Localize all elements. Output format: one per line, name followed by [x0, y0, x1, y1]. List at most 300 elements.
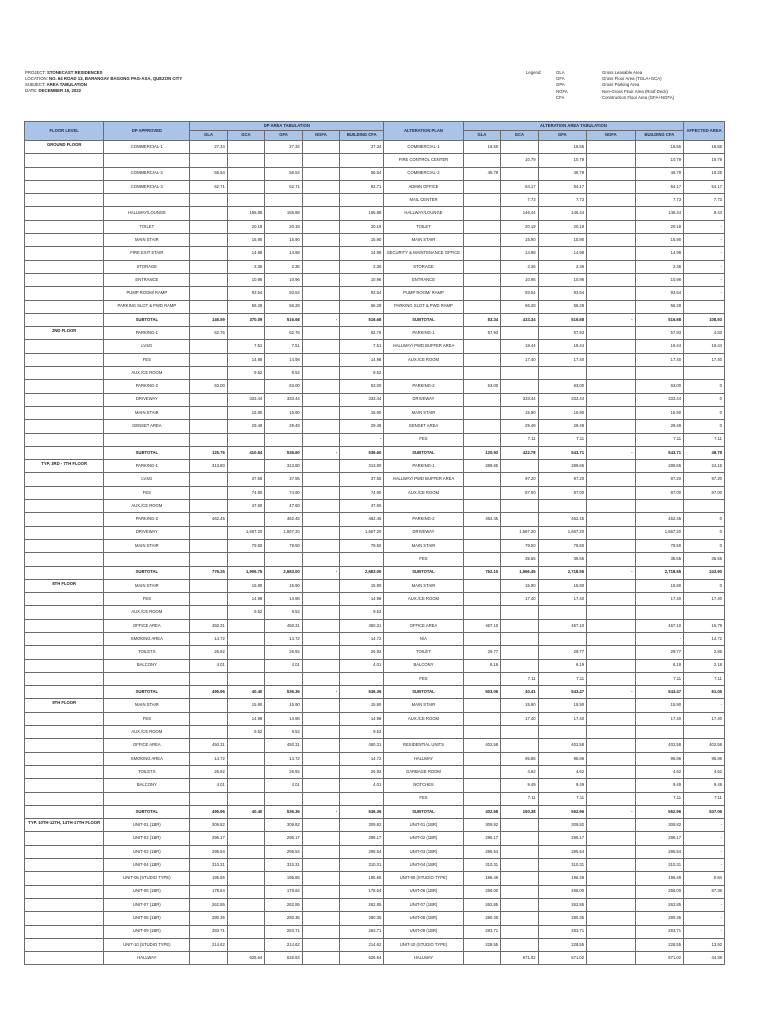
table-row	[25, 460, 725, 473]
dp-value-cell: 333.44	[265, 393, 302, 406]
alt-value-cell	[587, 287, 636, 300]
dp-value-cell	[265, 154, 302, 167]
dp-value-cell: 26.92	[265, 765, 302, 778]
alt-value-cell: 97.20	[538, 473, 587, 486]
alt-value-cell: 552.96	[635, 805, 684, 818]
alt-value-cell: 462.45	[463, 513, 500, 526]
alt-value-cell: 15.90	[501, 234, 538, 247]
alt-space-cell: UNIT-01 (1BR)	[384, 819, 463, 832]
dp-value-cell	[302, 406, 339, 419]
alt-value-cell	[587, 699, 636, 712]
alt-value-cell: 15.90	[635, 406, 684, 419]
floor-level-cell	[25, 287, 104, 300]
alt-value-cell	[587, 247, 636, 260]
dp-value-cell: 15.90	[227, 234, 264, 247]
alt-value-cell	[463, 792, 500, 805]
alt-value-cell: 283.71	[538, 925, 587, 938]
dp-value-cell: 313.80	[265, 460, 302, 473]
alt-value-cell: 29.77	[538, 646, 587, 659]
table-row	[25, 952, 725, 965]
alt-value-cell	[587, 500, 636, 513]
affected-area-cell	[684, 726, 725, 739]
dp-value-cell	[190, 473, 227, 486]
alt-value-cell: 310.31	[538, 859, 587, 872]
dp-value-cell	[190, 300, 227, 313]
alt-value-cell	[587, 327, 636, 340]
alt-space-cell: HALLWAY	[384, 952, 463, 965]
table-row	[25, 234, 725, 247]
dp-value-cell	[302, 433, 339, 446]
affected-area-cell: 0	[684, 393, 725, 406]
dp-value-cell: 1,906.75	[227, 566, 264, 579]
dp-space-cell: MAIN STAIR	[104, 539, 190, 552]
dp-value-cell: 37.55	[340, 473, 384, 486]
alt-value-cell: 10.96	[538, 273, 587, 286]
floor-level-cell	[25, 752, 104, 765]
affected-area-cell: 0	[684, 420, 725, 433]
dp-value-cell: 280.35	[340, 912, 384, 925]
alt-value-cell: 503.06	[463, 686, 500, 699]
alt-value-cell: 296.17	[538, 832, 587, 845]
dp-value-cell: 9.52	[227, 606, 264, 619]
affected-area-cell: 17.40	[684, 712, 725, 725]
dp-value-cell	[227, 832, 264, 845]
dp-value-cell: 10.96	[227, 273, 264, 286]
dp-value-cell	[190, 260, 227, 273]
alt-value-cell: 93.54	[635, 287, 684, 300]
alt-value-cell: 283.71	[635, 925, 684, 938]
table-row	[25, 340, 725, 353]
alt-value-cell: 752.10	[463, 566, 500, 579]
alt-space-cell: PARKING SLOT & PWD RAMP	[384, 300, 463, 313]
dp-value-cell	[302, 659, 339, 672]
alt-value-cell	[501, 832, 538, 845]
alt-value-cell: 2.36	[501, 260, 538, 273]
dp-value-cell: 63.00	[190, 380, 227, 393]
dp-space-cell: AUX./CE ROOM	[104, 500, 190, 513]
floor-level-cell	[25, 779, 104, 792]
alt-value-cell: 262.85	[538, 898, 587, 911]
dp-value-cell	[227, 925, 264, 938]
dp-space-cell: TOILET	[104, 220, 190, 233]
alt-value-cell: 309.82	[538, 819, 587, 832]
alt-value-cell: 14.98	[635, 247, 684, 260]
dp-space-cell: SMOKING AREA	[104, 632, 190, 645]
floor-level-cell	[25, 805, 104, 818]
dp-value-cell: 29.49	[265, 420, 302, 433]
table-row	[25, 938, 725, 951]
affected-area-cell: -	[684, 898, 725, 911]
dp-value-cell: 9.52	[340, 606, 384, 619]
dp-value-cell	[302, 885, 339, 898]
alt-value-cell: 280.35	[635, 912, 684, 925]
dp-value-cell	[302, 287, 339, 300]
alt-value-cell: 79.50	[538, 539, 587, 552]
dp-value-cell: 125.76	[190, 446, 227, 459]
table-row	[25, 819, 725, 832]
dp-value-cell: 9.52	[265, 367, 302, 380]
alt-space-cell	[384, 367, 463, 380]
alt-value-cell: 14.98	[501, 247, 538, 260]
affected-area-cell: 13.93	[684, 938, 725, 951]
alt-value-cell	[501, 726, 538, 739]
floor-level-cell: GROUND FLOOR	[25, 141, 104, 154]
floor-level-cell	[25, 220, 104, 233]
header-affected-area: AFFECTED AREA	[684, 122, 725, 141]
table-row	[25, 247, 725, 260]
alt-value-cell	[463, 726, 500, 739]
dp-value-cell: 63.00	[340, 380, 384, 393]
alt-value-cell	[587, 606, 636, 619]
alt-value-cell: 1,667.20	[501, 526, 538, 539]
dp-value-cell: 309.82	[340, 819, 384, 832]
project-line: PROJECT: STONECAST RESIDENCES	[25, 70, 103, 75]
alt-value-cell: 9.49	[635, 779, 684, 792]
floor-level-cell: 2ND FLOOR	[25, 327, 104, 340]
alt-value-cell	[501, 872, 538, 885]
dp-value-cell: 27.34	[265, 141, 302, 154]
alt-space-cell: SUBTOTAL	[384, 313, 463, 326]
floor-level-cell	[25, 446, 104, 459]
table-row	[25, 167, 725, 180]
alt-value-cell	[463, 553, 500, 566]
affected-area-cell	[684, 500, 725, 513]
table-row	[25, 526, 725, 539]
header-gfa: GFA	[538, 130, 587, 140]
alt-space-cell: FES	[384, 672, 463, 685]
alt-value-cell: 402.58	[463, 805, 500, 818]
alt-space-cell: ADMIN OFFICE	[384, 180, 463, 193]
dp-value-cell	[227, 765, 264, 778]
dp-value-cell: 4.01	[190, 659, 227, 672]
dp-space-cell: LVSG	[104, 340, 190, 353]
dp-value-cell	[227, 433, 264, 446]
floor-level-cell	[25, 566, 104, 579]
table-row	[25, 273, 725, 286]
dp-value-cell	[302, 898, 339, 911]
affected-area-cell: 35.55	[684, 553, 725, 566]
alt-value-cell: -	[587, 566, 636, 579]
alt-value-cell	[501, 819, 538, 832]
dp-value-cell	[302, 420, 339, 433]
alt-value-cell: 20.19	[538, 220, 587, 233]
dp-value-cell	[302, 273, 339, 286]
affected-area-cell: 4.83	[684, 327, 725, 340]
dp-value-cell: 536.36	[265, 686, 302, 699]
alt-value-cell	[463, 353, 500, 366]
dp-value-cell	[302, 300, 339, 313]
alt-value-cell: 7.73	[635, 194, 684, 207]
table-row	[25, 898, 725, 911]
alt-value-cell	[587, 433, 636, 446]
legend-item: CFA Construction Floor Area (GFA+NGFA)	[556, 94, 674, 100]
alt-space-cell: HALLWAY/ PWD BUFFER AREA	[384, 473, 463, 486]
affected-area-cell: 0	[684, 579, 725, 592]
dp-space-cell	[104, 553, 190, 566]
affected-area-cell: 9.49	[684, 779, 725, 792]
dp-value-cell: 56.54	[265, 167, 302, 180]
table-row	[25, 845, 725, 858]
dp-space-cell: UNIT-01 (1BR)	[104, 819, 190, 832]
alt-space-cell: FIRE CONTROL CENTER	[384, 154, 463, 167]
dp-value-cell	[302, 539, 339, 552]
alt-value-cell	[501, 513, 538, 526]
alt-value-cell: 309.82	[463, 819, 500, 832]
dp-value-cell	[227, 912, 264, 925]
alt-space-cell: COMMERCIAL-1	[384, 141, 463, 154]
alt-value-cell: 4.62	[635, 765, 684, 778]
affected-area-cell: 108.93	[684, 313, 725, 326]
alt-space-cell: AUX./CE ROOM	[384, 712, 463, 725]
dp-value-cell	[302, 526, 339, 539]
alt-value-cell	[501, 912, 538, 925]
alt-value-cell: 283.71	[463, 925, 500, 938]
dp-space-cell: UNIT-04 (1BR)	[104, 859, 190, 872]
alt-value-cell	[587, 739, 636, 752]
affected-area-cell: 44.38	[684, 952, 725, 965]
dp-value-cell: 20.19	[265, 220, 302, 233]
alt-space-cell: TOILET	[384, 646, 463, 659]
dp-value-cell	[190, 340, 227, 353]
dp-value-cell	[227, 872, 264, 885]
alt-value-cell	[501, 859, 538, 872]
dp-value-cell: 516.68	[265, 313, 302, 326]
dp-value-cell: 450.31	[265, 619, 302, 632]
dp-value-cell: 333.44	[227, 393, 264, 406]
alt-value-cell: 14.98	[538, 247, 587, 260]
dp-value-cell	[227, 632, 264, 645]
dp-value-cell	[302, 646, 339, 659]
dp-space-cell: UNIT-06 (1BR)	[104, 885, 190, 898]
floor-level-cell	[25, 353, 104, 366]
alt-value-cell: 543.71	[538, 446, 587, 459]
floor-level-cell	[25, 234, 104, 247]
dp-value-cell	[227, 513, 264, 526]
dp-value-cell	[190, 486, 227, 499]
alt-value-cell	[587, 898, 636, 911]
subject-line: SUBJECT: AREA TABULATION	[25, 82, 87, 87]
alt-value-cell: 462.45	[538, 513, 587, 526]
affected-area-cell: 7.73	[684, 194, 725, 207]
dp-space-cell: BALCONY	[104, 659, 190, 672]
dp-value-cell	[302, 699, 339, 712]
floor-level-cell	[25, 486, 104, 499]
date-line: DATE: DECEMBER 15, 2022	[25, 88, 82, 93]
floor-level-cell	[25, 792, 104, 805]
alt-value-cell: 87.00	[538, 486, 587, 499]
floor-level-cell	[25, 539, 104, 552]
dp-value-cell: 214.62	[340, 938, 384, 951]
dp-value-cell: 14.98	[265, 247, 302, 260]
dp-value-cell	[265, 553, 302, 566]
dp-value-cell: 15.90	[227, 579, 264, 592]
dp-value-cell: 2,683.00	[340, 566, 384, 579]
alt-value-cell	[587, 632, 636, 645]
alt-value-cell: 4.62	[538, 765, 587, 778]
dp-value-cell: 2.36	[227, 260, 264, 273]
dp-value-cell: 2.36	[340, 260, 384, 273]
alt-value-cell	[587, 885, 636, 898]
floor-level-cell	[25, 885, 104, 898]
floor-level-cell	[25, 247, 104, 260]
dp-value-cell	[190, 606, 227, 619]
floor-level-cell	[25, 367, 104, 380]
alt-value-cell	[463, 207, 500, 220]
alt-value-cell	[587, 646, 636, 659]
table-row	[25, 792, 725, 805]
floor-level-cell: TYP. 3RD - 7TH FLOOR	[25, 460, 104, 473]
dp-space-cell: FES	[104, 486, 190, 499]
dp-value-cell: 333.44	[340, 393, 384, 406]
dp-value-cell	[302, 712, 339, 725]
alt-space-cell	[384, 726, 463, 739]
alt-value-cell: 333.44	[538, 393, 587, 406]
alt-space-cell: MAIN STAIR	[384, 699, 463, 712]
alt-value-cell	[587, 952, 636, 965]
alt-value-cell: 46.79	[463, 167, 500, 180]
alt-value-cell: 54.17	[501, 180, 538, 193]
alt-value-cell	[587, 194, 636, 207]
alt-value-cell: 19.44	[538, 340, 587, 353]
dp-space-cell: TOILETS	[104, 646, 190, 659]
floor-level-cell	[25, 938, 104, 951]
alt-value-cell: 17.40	[501, 593, 538, 606]
dp-value-cell	[227, 819, 264, 832]
alt-value-cell: 19.44	[501, 340, 538, 353]
alt-value-cell: 310.31	[463, 859, 500, 872]
dp-value-cell: 495.96	[190, 686, 227, 699]
alt-value-cell: 63.00	[463, 380, 500, 393]
dp-value-cell: 626.64	[265, 952, 302, 965]
alt-space-cell	[384, 606, 463, 619]
dp-value-cell	[302, 340, 339, 353]
alt-value-cell: 10.96	[635, 273, 684, 286]
alt-value-cell	[538, 367, 587, 380]
alt-value-cell	[587, 460, 636, 473]
affected-area-cell: 10.79	[684, 154, 725, 167]
alt-space-cell: HALLWAY/LOUNGE	[384, 207, 463, 220]
dp-value-cell	[302, 553, 339, 566]
alt-value-cell: 79.50	[635, 539, 684, 552]
alt-value-cell: 93.54	[538, 287, 587, 300]
table-row	[25, 752, 725, 765]
dp-space-cell: TOILETS	[104, 765, 190, 778]
floor-level-cell	[25, 659, 104, 672]
dp-space-cell: COMMERCIAL-1	[104, 141, 190, 154]
alt-value-cell: 7.11	[538, 792, 587, 805]
affected-area-cell	[684, 300, 725, 313]
alt-value-cell: 15.90	[635, 699, 684, 712]
dp-value-cell: -	[302, 446, 339, 459]
dp-value-cell: 495.96	[190, 805, 227, 818]
alt-value-cell: 87.00	[501, 486, 538, 499]
dp-value-cell: 62.71	[190, 180, 227, 193]
dp-value-cell: 79.50	[340, 539, 384, 552]
dp-value-cell: 40.40	[227, 805, 264, 818]
dp-space-cell: FES	[104, 712, 190, 725]
alt-value-cell	[501, 500, 538, 513]
alt-value-cell	[587, 579, 636, 592]
alt-value-cell: -	[587, 686, 636, 699]
alt-value-cell	[538, 632, 587, 645]
affected-area-cell: 7.11	[684, 792, 725, 805]
alt-value-cell: 7.11	[538, 433, 587, 446]
dp-value-cell	[302, 672, 339, 685]
table-row	[25, 726, 725, 739]
alt-value-cell	[587, 220, 636, 233]
dp-value-cell	[227, 460, 264, 473]
alt-space-cell: PARKING-2	[384, 513, 463, 526]
dp-space-cell: GENSET AREA	[104, 420, 190, 433]
floor-level-cell	[25, 260, 104, 273]
dp-value-cell: 4.01	[265, 659, 302, 672]
dp-value-cell	[227, 845, 264, 858]
dp-value-cell: 536.60	[340, 446, 384, 459]
dp-value-cell: 295.54	[340, 845, 384, 858]
alt-space-cell: COMMERCIAL-2	[384, 167, 463, 180]
alt-value-cell: 17.40	[538, 353, 587, 366]
dp-value-cell: 15.90	[227, 406, 264, 419]
dp-value-cell	[302, 167, 339, 180]
alt-value-cell: 295.54	[538, 845, 587, 858]
dp-space-cell: FES	[104, 353, 190, 366]
alt-space-cell: AUX./CE ROOM	[384, 353, 463, 366]
alt-space-cell: UNIT-10 (STUDIO TYPE)	[384, 938, 463, 951]
alt-space-cell: STORAGE	[384, 260, 463, 273]
floor-level-cell	[25, 632, 104, 645]
dp-value-cell: 462.45	[340, 513, 384, 526]
alt-value-cell: 17.40	[538, 712, 587, 725]
floor-level-cell	[25, 872, 104, 885]
alt-value-cell: 15.90	[501, 579, 538, 592]
dp-value-cell: 9.52	[340, 726, 384, 739]
dp-space-cell: SMOKING AREA	[104, 752, 190, 765]
affected-area-cell: 95.86	[684, 752, 725, 765]
alt-value-cell	[587, 526, 636, 539]
alt-space-cell: TOILET	[384, 220, 463, 233]
dp-value-cell: 40.40	[227, 686, 264, 699]
dp-value-cell: 29.49	[227, 420, 264, 433]
dp-value-cell	[227, 659, 264, 672]
dp-space-cell: BALCONY	[104, 779, 190, 792]
alt-value-cell: 15.90	[538, 234, 587, 247]
dp-value-cell: 74.90	[340, 486, 384, 499]
dp-value-cell: 47.60	[265, 500, 302, 513]
dp-value-cell: 295.54	[265, 845, 302, 858]
affected-area-cell: 24.15	[684, 460, 725, 473]
dp-value-cell: 14.98	[340, 353, 384, 366]
dp-value-cell	[227, 327, 264, 340]
floor-level-cell	[25, 406, 104, 419]
alt-space-cell: UNIT-03 (1BR)	[384, 845, 463, 858]
alt-space-cell: OFFICE AREA	[384, 619, 463, 632]
alt-value-cell	[587, 726, 636, 739]
table-row	[25, 154, 725, 167]
alt-value-cell: 16.55	[635, 141, 684, 154]
alt-value-cell	[463, 699, 500, 712]
floor-level-cell	[25, 393, 104, 406]
affected-area-cell: 537.06	[684, 805, 725, 818]
header-gla: GLA	[190, 130, 227, 140]
alt-value-cell	[587, 406, 636, 419]
dp-value-cell	[302, 393, 339, 406]
floor-level-cell	[25, 513, 104, 526]
alt-value-cell	[463, 712, 500, 725]
dp-space-cell: MAIN STAIR	[104, 699, 190, 712]
table-row	[25, 699, 725, 712]
dp-value-cell: 296.17	[340, 832, 384, 845]
dp-value-cell: 20.19	[340, 220, 384, 233]
